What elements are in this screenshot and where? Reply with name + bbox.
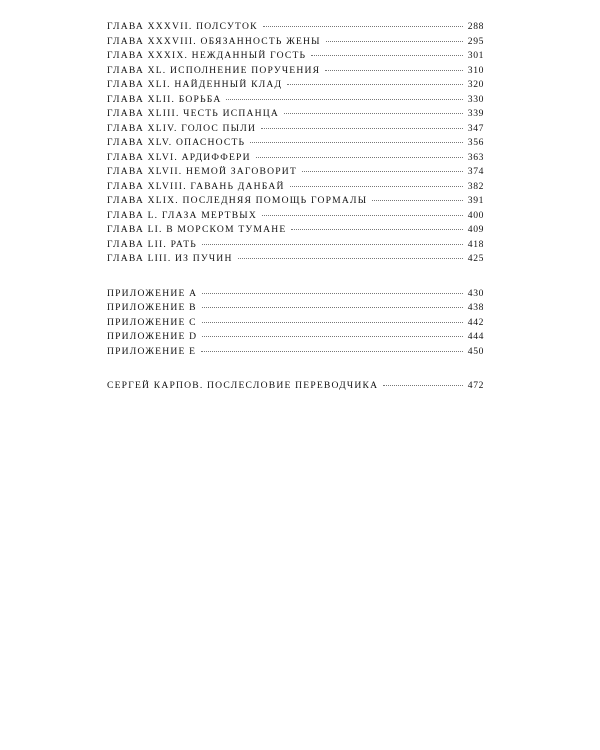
toc-entry-title: ГЛАВА L. ГЛАЗА МЕРТВЫХ	[107, 209, 257, 221]
toc-entry-chapter[interactable]	[107, 223, 484, 238]
toc-entry-title: ПРИЛОЖЕНИЕ E	[107, 345, 197, 357]
toc-entry-title: ГЛАВА XLIX. ПОСЛЕДНЯЯ ПОМОЩЬ ГОРМАЛЫ	[107, 195, 368, 206]
toc-entry-title: ГЛАВА XLVII. НЕМОЙ ЗАГОВОРИТ	[107, 166, 297, 177]
toc-entry-appendix[interactable]	[107, 316, 484, 331]
toc-entry-appendix[interactable]	[107, 287, 484, 302]
toc-entry-title: ГЛАВА XLIII. ЧЕСТЬ ИСПАНЦА	[107, 108, 279, 119]
toc-entry-appendix[interactable]	[107, 330, 484, 345]
toc-entry-page: 288	[467, 21, 484, 32]
toc-entry-chapter[interactable]	[107, 238, 484, 253]
toc-entry-title: СЕРГЕЙ КАРПОВ. ПОСЛЕСЛОВИЕ ПЕРЕВОДЧИКА	[107, 380, 379, 391]
toc-entry-afterword[interactable]	[107, 379, 484, 394]
dot-leader	[202, 322, 463, 323]
dot-leader	[263, 26, 463, 27]
toc-entry-page: 347	[467, 122, 484, 134]
toc-entry-page: 418	[467, 238, 484, 250]
toc-entry-title: ГЛАВА XLV. ОПАСНОСТЬ	[107, 137, 246, 148]
toc-entry-title: ГЛАВА LII. РАТЬ	[107, 238, 197, 250]
toc-entry-chapter[interactable]	[107, 252, 484, 267]
dot-leader	[201, 351, 463, 352]
toc-entry-page: 339	[467, 108, 484, 119]
toc-entry-appendix[interactable]	[107, 345, 484, 360]
toc-entry-title: ГЛАВА XLII. БОРЬБА	[107, 93, 222, 105]
dot-leader	[383, 385, 463, 386]
toc-entry-title: ГЛАВА XXXVIII. ОБЯЗАННОСТЬ ЖЕНЫ	[107, 35, 321, 47]
dot-leader	[290, 186, 463, 187]
dot-leader	[256, 157, 463, 158]
toc-entry-chapter[interactable]	[107, 180, 484, 195]
toc-entry-chapter[interactable]	[107, 20, 484, 35]
dot-leader	[325, 70, 463, 71]
dot-leader	[261, 128, 463, 129]
table-of-contents	[107, 20, 484, 394]
toc-entry-page: 438	[467, 302, 484, 313]
toc-entry-chapter[interactable]	[107, 151, 484, 166]
toc-entry-chapter[interactable]	[107, 136, 484, 151]
toc-entry-title: ГЛАВА LI. В МОРСКОМ ТУМАНЕ	[107, 224, 287, 235]
dot-leader	[250, 142, 463, 143]
dot-leader	[202, 244, 463, 245]
dot-leader	[238, 258, 463, 259]
dot-leader	[202, 307, 463, 308]
toc-entry-chapter[interactable]	[107, 194, 484, 209]
chapters-list	[107, 20, 484, 267]
toc-entry-title: ГЛАВА XLVI. АРДИФФЕРИ	[107, 151, 251, 163]
toc-entry-page: 374	[467, 166, 484, 177]
toc-entry-title: ПРИЛОЖЕНИЕ A	[107, 287, 198, 299]
dot-leader	[226, 99, 462, 100]
toc-entry-title: ГЛАВА XLI. НАЙДЕННЫЙ КЛАД	[107, 79, 283, 90]
toc-entry-title: ПРИЛОЖЕНИЕ C	[107, 316, 197, 328]
toc-entry-appendix[interactable]	[107, 301, 484, 316]
toc-entry-page: 382	[467, 180, 484, 192]
afterword-section	[107, 379, 484, 394]
toc-entry-page: 442	[467, 316, 484, 328]
toc-entry-title: ПРИЛОЖЕНИЕ D	[107, 331, 198, 342]
dot-leader	[302, 171, 463, 172]
dot-leader	[284, 113, 463, 114]
toc-entry-title: ГЛАВА XLIV. ГОЛОС ПЫЛИ	[107, 122, 257, 134]
dot-leader	[287, 84, 463, 85]
toc-entry-page: 363	[467, 151, 484, 163]
toc-entry-page: 430	[467, 287, 484, 299]
toc-entry-chapter[interactable]	[107, 93, 484, 108]
toc-entry-title: ПРИЛОЖЕНИЕ B	[107, 302, 197, 313]
toc-entry-title: ГЛАВА XLVIII. ГАВАНЬ ДАНБАЙ	[107, 180, 285, 192]
toc-entry-chapter[interactable]	[107, 35, 484, 50]
dot-leader	[372, 200, 463, 201]
toc-entry-chapter[interactable]	[107, 107, 484, 122]
toc-entry-chapter[interactable]	[107, 64, 484, 79]
toc-entry-chapter[interactable]	[107, 165, 484, 180]
dot-leader	[311, 55, 463, 56]
toc-entry-page: 400	[467, 209, 484, 221]
appendices-list	[107, 287, 484, 360]
toc-entry-page: 444	[467, 331, 484, 342]
toc-entry-page: 330	[467, 93, 484, 105]
toc-entry-page: 472	[467, 380, 484, 391]
toc-entry-page: 301	[467, 50, 484, 61]
toc-entry-page: 425	[467, 253, 484, 264]
toc-entry-page: 450	[467, 345, 484, 357]
toc-entry-chapter[interactable]	[107, 78, 484, 93]
toc-entry-chapter[interactable]	[107, 122, 484, 137]
toc-entry-title: ГЛАВА XXXIX. НЕЖДАННЫЙ ГОСТЬ	[107, 50, 307, 61]
toc-entry-page: 310	[467, 64, 484, 76]
dot-leader	[202, 293, 463, 294]
dot-leader	[326, 41, 463, 42]
dot-leader	[262, 215, 463, 216]
dot-leader	[291, 229, 462, 230]
toc-entry-title: ГЛАВА XL. ИСПОЛНЕНИЕ ПОРУЧЕНИЯ	[107, 64, 321, 76]
dot-leader	[202, 336, 463, 337]
toc-entry-page: 391	[467, 195, 484, 206]
toc-entry-chapter[interactable]	[107, 209, 484, 224]
toc-entry-page: 320	[467, 79, 484, 90]
toc-entry-page: 356	[467, 137, 484, 148]
toc-entry-chapter[interactable]	[107, 49, 484, 64]
toc-entry-page: 409	[467, 224, 484, 235]
toc-entry-title: ГЛАВА XXXVII. ПОЛСУТОК	[107, 21, 258, 32]
toc-entry-page: 295	[467, 35, 484, 47]
toc-entry-title: ГЛАВА LIII. ИЗ ПУЧИН	[107, 253, 233, 264]
